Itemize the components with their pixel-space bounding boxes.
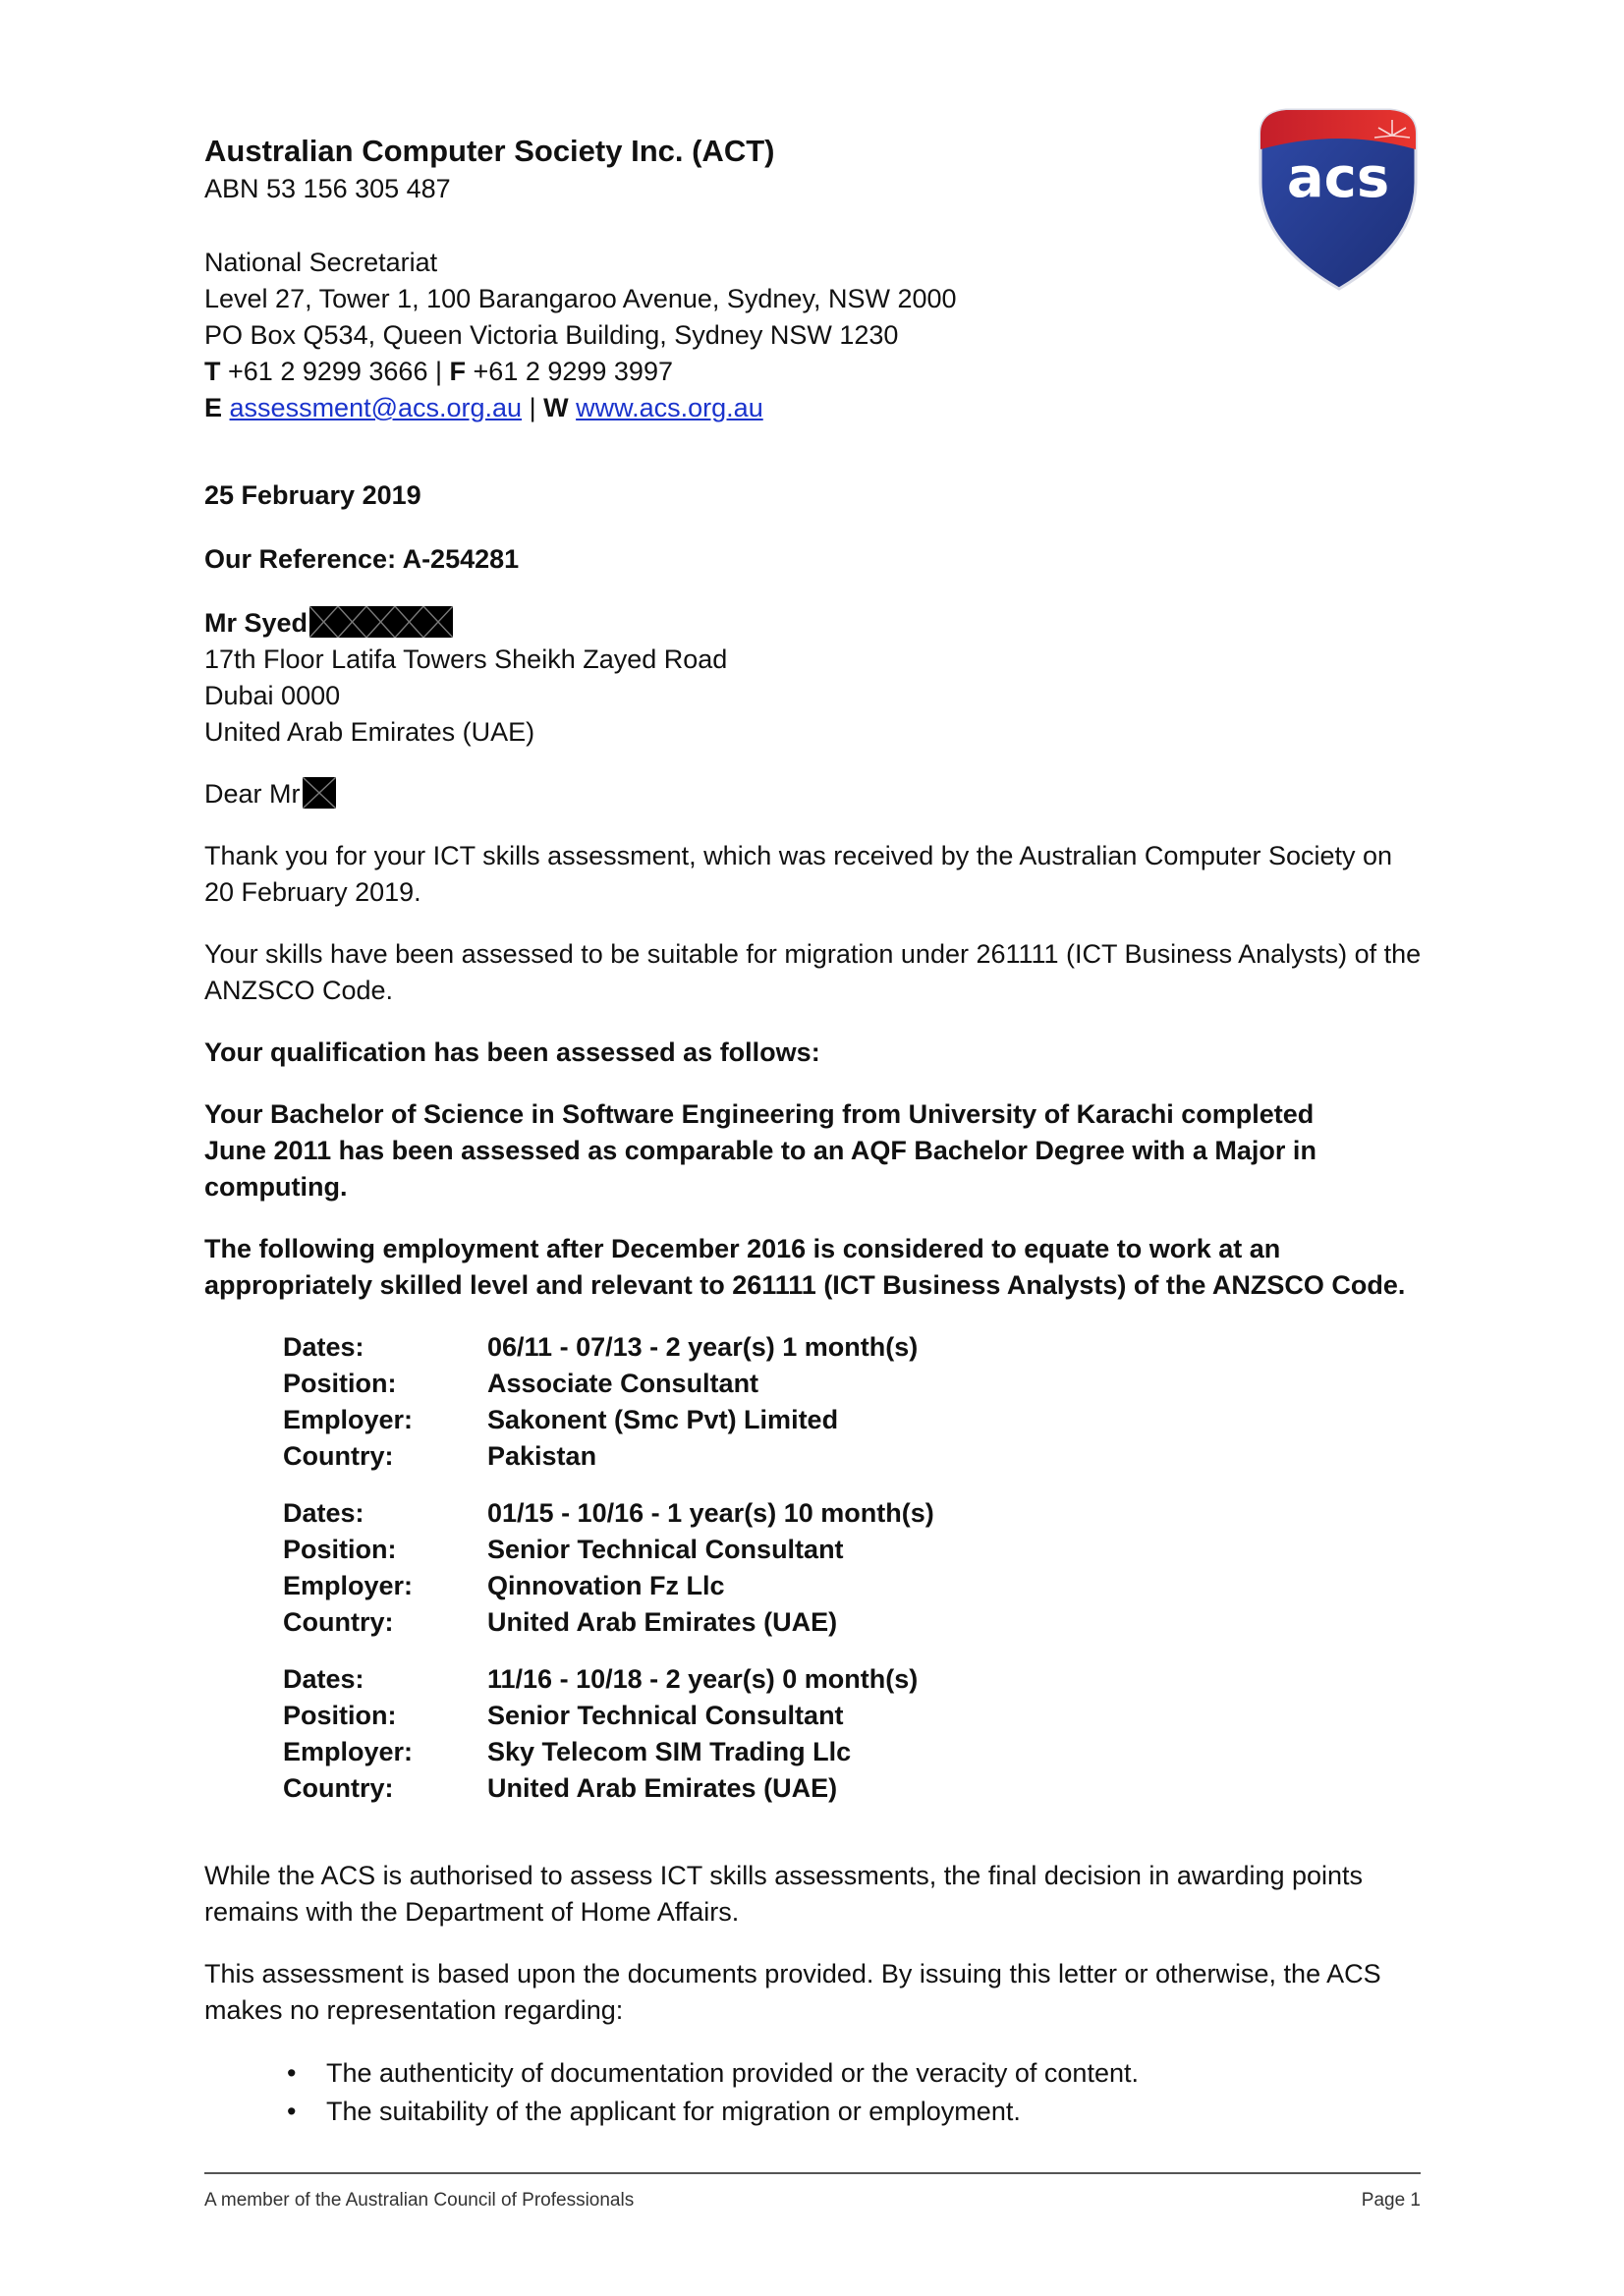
- address-line-1: Level 27, Tower 1, 100 Barangaroo Avenue, Sydney, NSW 2000: [204, 284, 957, 313]
- employment-row: [283, 1698, 934, 1734]
- salutation-line: [204, 776, 1423, 812]
- employment-row: [283, 1438, 934, 1475]
- dates-label: Dates:: [283, 1664, 364, 1694]
- employment-position: Associate Consultant: [487, 1369, 759, 1398]
- office-name: National Secretariat: [204, 248, 438, 277]
- contact-email-web: [204, 390, 1423, 426]
- email-label: E: [204, 393, 223, 422]
- recipient-name-line: [204, 605, 1423, 642]
- employment-row: [283, 1329, 934, 1366]
- employment-country: Pakistan: [487, 1441, 597, 1471]
- fax-number: +61 2 9299 3997: [473, 357, 673, 386]
- address-line-2: PO Box Q534, Queen Victoria Building, Sydney NSW 1230: [204, 320, 899, 350]
- recipient-name: Mr Syed: [204, 608, 308, 638]
- dates-label: Dates:: [283, 1498, 364, 1528]
- employment-employer: Sky Telecom SIM Trading Llc: [487, 1737, 852, 1766]
- phone-number: +61 2 9299 3666: [228, 357, 428, 386]
- dates-label: Dates:: [283, 1332, 364, 1362]
- recipient-block: [204, 605, 1423, 751]
- separator: |: [529, 393, 536, 422]
- qualification-text: Your Bachelor of Science in Software Engineering from University of Karachi completed June 2011 has been assessed as comparable to an AQF Bachelor Degree with a Major in computing.: [204, 1099, 1316, 1202]
- recipient-address-line: United Arab Emirates (UAE): [204, 717, 535, 747]
- organization-name: Australian Computer Society Inc. (ACT): [204, 134, 775, 168]
- web-label: W: [543, 393, 569, 422]
- employment-dates: 01/15 - 10/16 - 1 year(s) 10 month(s): [487, 1498, 934, 1528]
- footer-membership: A member of the Australian Council of Professionals: [204, 2190, 635, 2211]
- employer-label: Employer:: [283, 1737, 414, 1766]
- svg-text:acs: acs: [1286, 146, 1390, 210]
- employment-table: [283, 1329, 934, 1807]
- employment-country: United Arab Emirates (UAE): [487, 1773, 838, 1803]
- separator: |: [434, 357, 442, 386]
- letterhead: [204, 132, 1423, 426]
- contact-phone-fax: [204, 354, 1423, 390]
- footer-divider: [204, 2172, 1421, 2174]
- employment-row: [283, 1366, 934, 1402]
- employment-row: [283, 1604, 934, 1641]
- abn: ABN 53 156 305 487: [204, 174, 451, 203]
- employer-label: Employer:: [283, 1405, 414, 1434]
- phone-label: T: [204, 357, 221, 386]
- country-label: Country:: [283, 1441, 394, 1471]
- country-label: Country:: [283, 1607, 394, 1637]
- employment-row: [283, 1661, 934, 1698]
- list-item: [204, 2093, 1423, 2131]
- website-link[interactable]: www.acs.org.au: [576, 393, 763, 422]
- bullet-icon: •: [287, 2097, 297, 2126]
- employment-row: [283, 1495, 934, 1532]
- employment-row: [283, 1402, 934, 1438]
- letter-body: [204, 132, 1423, 2131]
- recipient-address-line: 17th Floor Latifa Towers Sheikh Zayed Road: [204, 644, 728, 674]
- letter-date: 25 February 2019: [204, 480, 421, 510]
- employment-employer: Qinnovation Fz Llc: [487, 1571, 725, 1600]
- redaction-box: [303, 777, 336, 809]
- employment-dates: 11/16 - 10/18 - 2 year(s) 0 month(s): [487, 1664, 919, 1694]
- recipient-address-line: Dubai 0000: [204, 681, 341, 710]
- list-item: [204, 2054, 1423, 2093]
- list-item-text: The authenticity of documentation provided or the veracity of content.: [326, 2058, 1139, 2088]
- salutation: Dear Mr: [204, 779, 301, 809]
- employment-position: Senior Technical Consultant: [487, 1535, 844, 1564]
- employer-label: Employer:: [283, 1571, 414, 1600]
- position-label: Position:: [283, 1701, 397, 1730]
- country-label: Country:: [283, 1773, 394, 1803]
- paragraph-received: Thank you for your ICT skills assessment, which was received by the Australian Computer Society on 20 February 2019.: [204, 841, 1393, 907]
- employment-row: [283, 1770, 934, 1807]
- disclaimer-list: [204, 2054, 1423, 2131]
- employment-heading: The following employment after December 2016 is considered to equate to work at an appropriately skilled level and relevant to 261111 (ICT Business Analysts) of the ANZSCO Code.: [204, 1234, 1406, 1300]
- fax-label: F: [449, 357, 467, 386]
- redaction-box: [309, 606, 453, 638]
- employment-row: [283, 1568, 934, 1604]
- employment-row: [283, 1532, 934, 1568]
- bullet-icon: •: [287, 2058, 297, 2088]
- paragraph-no-representation: This assessment is based upon the documents provided. By issuing this letter or otherwise, the ACS makes no representation regarding:: [204, 1959, 1381, 2025]
- position-label: Position:: [283, 1535, 397, 1564]
- page-number: Page 1: [1361, 2190, 1421, 2211]
- qualification-heading: Your qualification has been assessed as follows:: [204, 1037, 820, 1067]
- employment-country: United Arab Emirates (UAE): [487, 1607, 838, 1637]
- list-item-text: The suitability of the applicant for migration or employment.: [326, 2097, 1021, 2126]
- employment-row: [283, 1734, 934, 1770]
- email-link[interactable]: assessment@acs.org.au: [229, 393, 523, 422]
- paragraph-skills: Your skills have been assessed to be suitable for migration under 261111 (ICT Business Analysts) of the ANZSCO Code.: [204, 939, 1422, 1005]
- employment-position: Senior Technical Consultant: [487, 1701, 844, 1730]
- reference-number: Our Reference: A-254281: [204, 544, 520, 574]
- position-label: Position:: [283, 1369, 397, 1398]
- paragraph-final-decision: While the ACS is authorised to assess ICT skills assessments, the final decision in awarding points remains with the Department of Home Affairs.: [204, 1861, 1364, 1927]
- employment-dates: 06/11 - 07/13 - 2 year(s) 1 month(s): [487, 1332, 919, 1362]
- employment-employer: Sakonent (Smc Pvt) Limited: [487, 1405, 839, 1434]
